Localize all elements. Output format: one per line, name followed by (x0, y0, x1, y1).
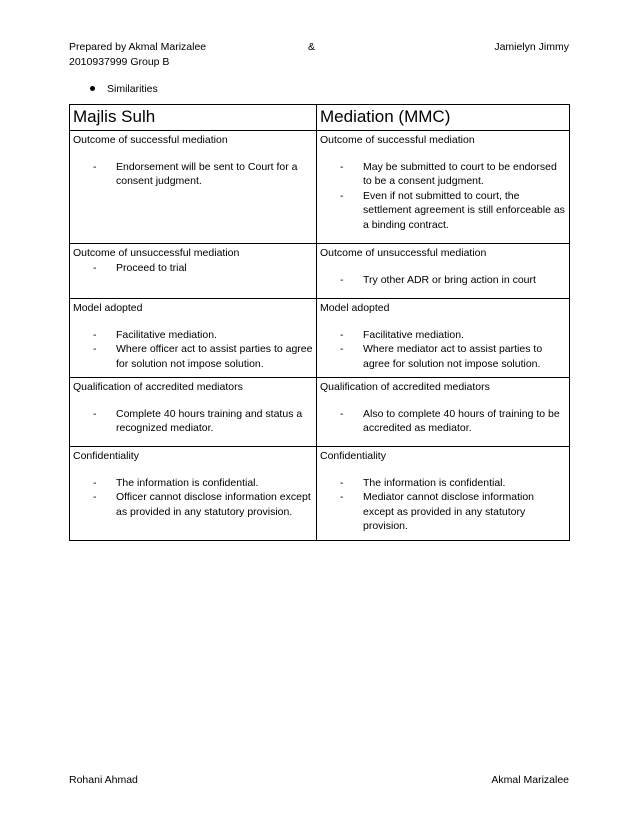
dash-list (320, 273, 566, 288)
list-item: - Proceed to trial (89, 261, 313, 276)
header-ampersand: & (308, 41, 316, 53)
footer-left-author: Rohani Ahmad (69, 774, 138, 786)
section-heading: Similarities (107, 83, 158, 95)
dash-list (73, 328, 313, 372)
list-item: - Complete 40 hours training and status a recognized mediator. (89, 407, 313, 436)
header-row (69, 40, 569, 55)
table-header-row (70, 105, 570, 131)
cell-title: Outcome of successful mediation (73, 134, 228, 146)
table-cell (317, 299, 570, 378)
dash-list (320, 407, 566, 436)
table-row (70, 244, 570, 299)
table-cell (70, 447, 317, 541)
cell-title: Confidentiality (73, 450, 139, 462)
list-item: - Even if not submitted to court, the settlement agreement is still enforceable as a binding contract. (336, 189, 566, 233)
list-item: - Mediator cannot disclose information except as provided in any statutory provision. (336, 490, 566, 534)
cell-title: Outcome of successful mediation (320, 134, 475, 146)
dash-list (320, 476, 566, 534)
cell-title: Confidentiality (320, 450, 386, 462)
table-row (70, 299, 570, 378)
column-header-majlis-sulh: Majlis Sulh (70, 105, 317, 131)
section-bullet (90, 82, 158, 96)
table-cell (317, 244, 570, 299)
cell-title: Qualification of accredited mediators (73, 381, 243, 393)
bullet-icon (90, 86, 95, 91)
footer-right-author: Akmal Marizalee (491, 774, 569, 786)
dash-list (73, 407, 313, 436)
page-header (69, 40, 569, 70)
dash-list (320, 160, 566, 233)
list-item: - The information is confidential. (89, 476, 313, 491)
list-item: - Officer cannot disclose information except as provided in any statutory provision. (89, 490, 313, 519)
dash-list (73, 261, 313, 276)
list-item: - May be submitted to court to be endorsed to be a consent judgment. (336, 160, 566, 189)
cell-title: Model adopted (320, 302, 390, 314)
list-item: - Try other ADR or bring action in court (336, 273, 566, 288)
table-row (70, 131, 570, 244)
table-cell (70, 131, 317, 244)
list-item: - Facilitative mediation. (336, 328, 566, 343)
header-coauthor: Jamielyn Jimmy (494, 41, 569, 53)
cell-title: Outcome of unsuccessful mediation (320, 247, 487, 259)
list-item: - Also to complete 40 hours of training to be accredited as mediator. (336, 407, 566, 436)
dash-list (73, 476, 313, 520)
table-cell (70, 244, 317, 299)
cell-title: Outcome of unsuccessful mediation (73, 247, 240, 259)
comparison-table (69, 104, 570, 541)
list-item: - The information is confidential. (336, 476, 566, 491)
list-item: - Facilitative mediation. (89, 328, 313, 343)
table-row (70, 378, 570, 447)
cell-title: Qualification of accredited mediators (320, 381, 490, 393)
table-cell (70, 378, 317, 447)
table-cell (70, 299, 317, 378)
header-prepared-by: Prepared by Akmal Marizalee (69, 41, 207, 53)
table-cell (317, 447, 570, 541)
header-student-id: 2010937999 Group B (69, 56, 170, 68)
table-cell (317, 378, 570, 447)
list-item: - Endorsement will be sent to Court for a consent judgment. (89, 160, 313, 189)
dash-list (73, 160, 313, 189)
cell-title: Model adopted (73, 302, 143, 314)
list-item: - Where mediator act to assist parties to agree for solution not impose solution. (336, 342, 566, 371)
table-cell (317, 131, 570, 244)
list-item: - Where officer act to assist parties to agree for solution not impose solution. (89, 342, 313, 371)
column-header-mediation: Mediation (MMC) (317, 105, 570, 131)
dash-list (320, 328, 566, 372)
table-row (70, 447, 570, 541)
